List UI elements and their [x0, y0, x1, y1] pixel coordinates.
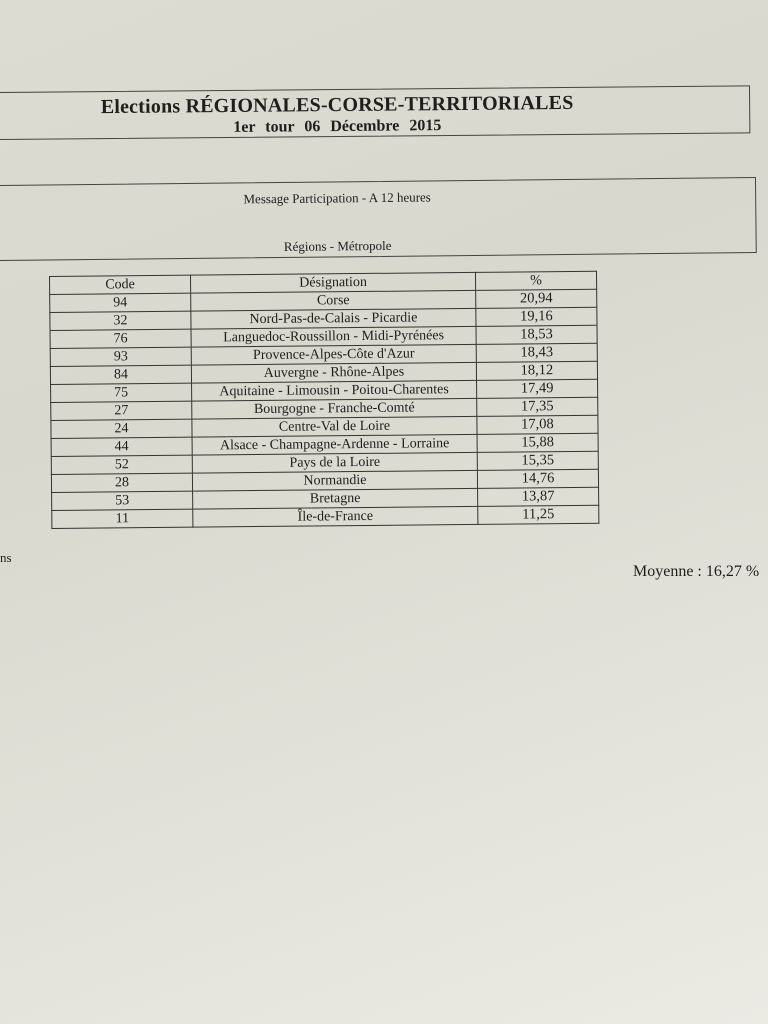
cell-designation: Languedoc-Roussillon - Midi-Pyrénées — [191, 326, 476, 347]
cell-percent: 17,49 — [477, 379, 598, 398]
cell-percent: 11,25 — [478, 505, 599, 524]
regions-line: Régions - Métropole — [283, 237, 392, 254]
cell-designation: Corse — [191, 290, 476, 311]
cell-designation: Aquitaine - Limousin - Poitou-Charentes — [192, 380, 477, 401]
cell-percent: 17,35 — [477, 397, 598, 416]
cell-code: 28 — [51, 473, 192, 492]
table-row — [52, 505, 599, 528]
cell-designation: Nord-Pas-de-Calais - Picardie — [191, 308, 476, 329]
column-header-percent: % — [475, 271, 596, 290]
cell-code: 27 — [51, 401, 192, 420]
cell-percent: 14,76 — [477, 469, 598, 488]
header-box — [0, 85, 750, 140]
cell-designation: Bourgogne - Franche-Comté — [192, 398, 477, 419]
cell-code: 75 — [51, 383, 192, 402]
cell-code: 84 — [50, 365, 191, 384]
cell-percent: 18,43 — [476, 343, 597, 362]
cell-code: 53 — [52, 491, 193, 510]
cell-percent: 15,35 — [477, 451, 598, 470]
cell-code: 11 — [52, 509, 193, 528]
cell-code: 93 — [50, 347, 191, 366]
cell-percent: 20,94 — [476, 289, 597, 308]
document-subtitle: 1er tour 06 Décembre 2015 — [233, 117, 442, 136]
results-table — [49, 271, 599, 529]
average-value: Moyenne : 16,27 % — [633, 563, 760, 580]
column-header-code: Code — [50, 275, 191, 294]
cell-designation: Auvergne - Rhône-Alpes — [191, 362, 476, 383]
cell-designation: Centre-Val de Loire — [192, 416, 477, 437]
message-line: Message Participation - A 12 heures — [243, 189, 431, 207]
cell-code: 32 — [50, 311, 191, 330]
cell-percent: 15,88 — [477, 433, 598, 452]
results-table-wrap — [49, 271, 599, 529]
cell-code: 44 — [51, 437, 192, 456]
cell-designation: Île-de-France — [193, 506, 478, 527]
cell-designation: Normandie — [192, 470, 477, 491]
column-header-designation: Désignation — [190, 272, 475, 293]
table-body — [50, 289, 599, 528]
cell-designation: Bretagne — [193, 488, 478, 509]
cell-percent: 18,53 — [476, 325, 597, 344]
cell-percent: 19,16 — [476, 307, 597, 326]
cell-percent: 17,08 — [477, 415, 598, 434]
left-edge-text-fragment: ns — [0, 550, 12, 565]
cell-code: 94 — [50, 293, 191, 312]
cell-code: 24 — [51, 419, 192, 438]
cell-designation: Alsace - Champagne-Ardenne - Lorraine — [192, 434, 477, 455]
cell-designation: Pays de la Loire — [192, 452, 477, 473]
cell-code: 76 — [50, 329, 191, 348]
cell-code: 52 — [51, 455, 192, 474]
cell-percent: 13,87 — [478, 487, 599, 506]
cell-designation: Provence-Alpes-Côte d'Azur — [191, 344, 476, 365]
cell-percent: 18,12 — [476, 361, 597, 380]
message-box — [0, 177, 757, 261]
document-title: Elections RÉGIONALES-CORSE-TERRITORIALES — [100, 91, 574, 119]
